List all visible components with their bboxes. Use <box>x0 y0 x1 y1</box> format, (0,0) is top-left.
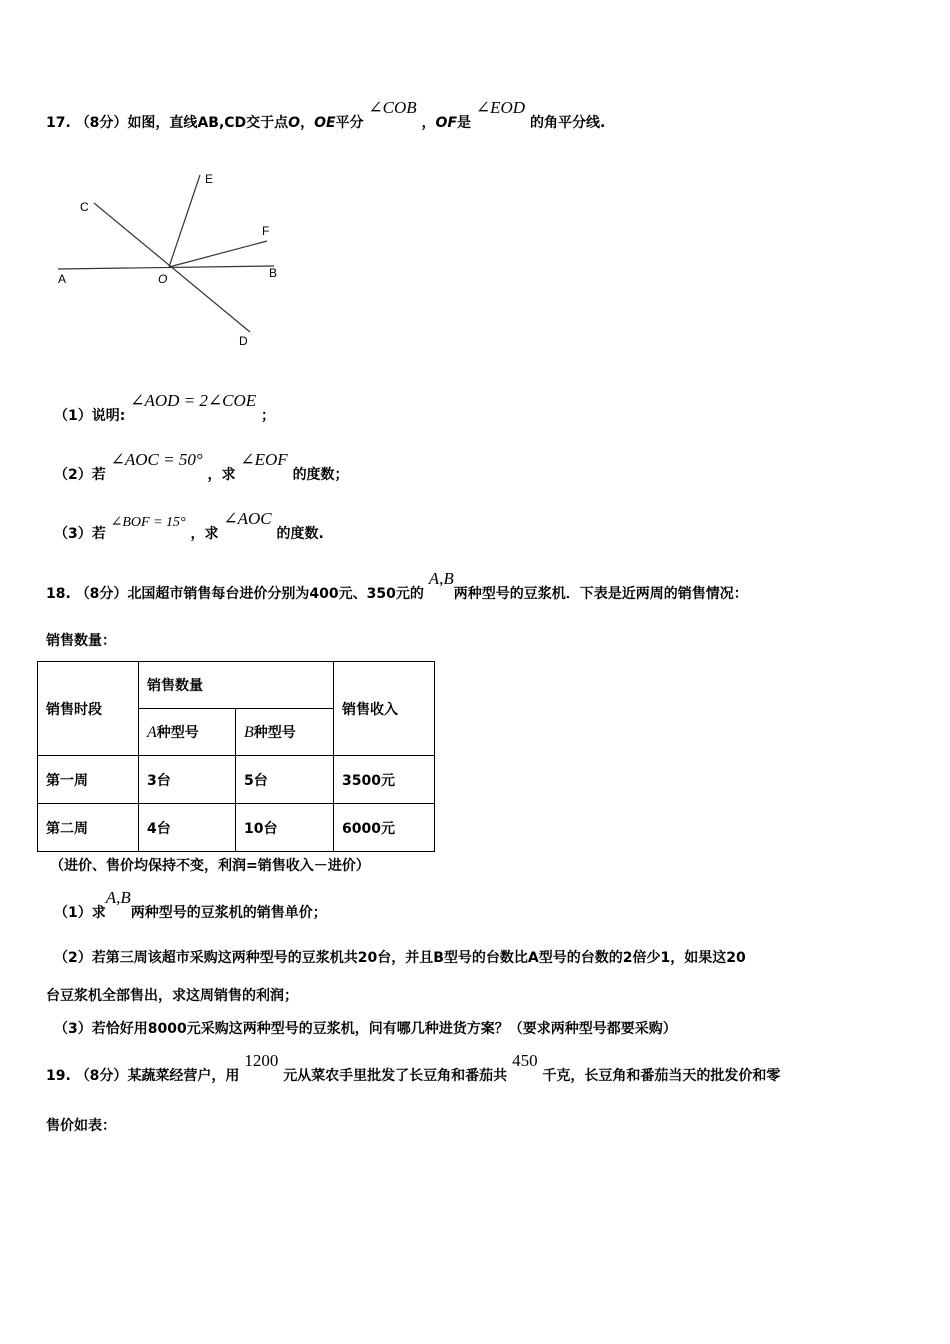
math-expression: 1200 <box>244 1051 279 1070</box>
label-e: E <box>205 172 214 186</box>
math-expression: 450 <box>512 1051 538 1070</box>
ray-of <box>169 241 267 267</box>
label-c: C <box>80 200 89 214</box>
q17-part3: （3）若 ∠BOF = 15° ，求 ∠AOC 的度数. <box>54 509 324 542</box>
ray-oe <box>169 175 200 267</box>
header-period: 销售时段 <box>38 662 139 756</box>
table-row: 第二周 4台 10台 6000元 <box>38 804 435 852</box>
table-row: 第一周 3台 5台 3500元 <box>38 756 435 804</box>
header-quantity: 销售数量 <box>139 662 334 709</box>
label-a: A <box>58 272 67 286</box>
math-expression: ∠EOF <box>240 450 288 469</box>
header-income: 销售收入 <box>334 662 435 756</box>
q18-part1: （1）求A,B两种型号的豆浆机的销售单价； <box>54 888 327 921</box>
math-expression: A,B <box>105 888 131 907</box>
math-expression: ∠BOF = 15° <box>110 515 186 530</box>
question-number: 18. <box>46 586 71 602</box>
q18-part3: （3）若恰好用8000元采购这两种型号的豆浆机，问有哪几种进货方案？（要求两种型号都要采购） <box>54 1021 677 1037</box>
line-ab <box>58 266 274 269</box>
label-b: B <box>269 266 278 280</box>
q18-stem: 18. （8分）北国超市销售每台进价分别为400元、350元的 A,B两种型号的豆浆机．下表是近两周的销售情况： <box>46 569 748 602</box>
math-expression: ∠EOD <box>475 98 526 117</box>
table-caption: 销售数量： <box>46 633 116 649</box>
q19-stem: 19. （8分）某蔬菜经营户，用 1200 元从菜农手里批发了长豆角和番茄共 450 千克，长豆角和番茄当天的批发价和零 <box>46 1051 781 1084</box>
math-expression: ∠AOC = 50° <box>110 450 203 469</box>
question-score: （8分） <box>75 1068 128 1084</box>
label-o: O <box>158 272 168 286</box>
label-f: F <box>262 224 270 238</box>
question-number: 19. <box>46 1068 71 1084</box>
q18-part2-line1: （2）若第三周该超市采购这两种型号的豆浆机共20台，并且B型号的台数比A型号的台数的2倍少1，如果这20 <box>54 950 746 966</box>
header-type-a: A种型号 <box>139 709 236 756</box>
math-expression: ∠AOC <box>223 509 272 528</box>
q17-part1: （1）说明: ∠AOD = 2∠COE ； <box>54 391 275 424</box>
line-cd <box>94 203 250 332</box>
header-type-b: B种型号 <box>236 709 334 756</box>
table-note: （进价、售价均保持不变，利润=销售收入－进价） <box>50 858 370 874</box>
question-score: （8分） <box>75 586 128 602</box>
q17-part2: （2）若 ∠AOC = 50° ，求 ∠EOF 的度数； <box>54 450 349 483</box>
q17-stem: 17. （8分）如图，直线AB,CD交于点O，OE平分 ∠COB ，OF是 ∠EOD 的角平分线. <box>46 98 606 131</box>
question-score: （8分） <box>75 115 128 131</box>
question-number: 17. <box>46 115 71 131</box>
q19-line2: 售价如表： <box>46 1118 116 1134</box>
math-expression: A,B <box>428 569 454 588</box>
geometry-figure <box>50 160 310 360</box>
q18-part2-line2: 台豆浆机全部售出，求这周销售的利润； <box>46 988 298 1004</box>
label-d: D <box>239 334 248 348</box>
math-expression: ∠AOD = 2∠COE <box>130 391 257 410</box>
sales-table <box>37 661 435 852</box>
math-expression: ∠COB <box>368 98 417 117</box>
